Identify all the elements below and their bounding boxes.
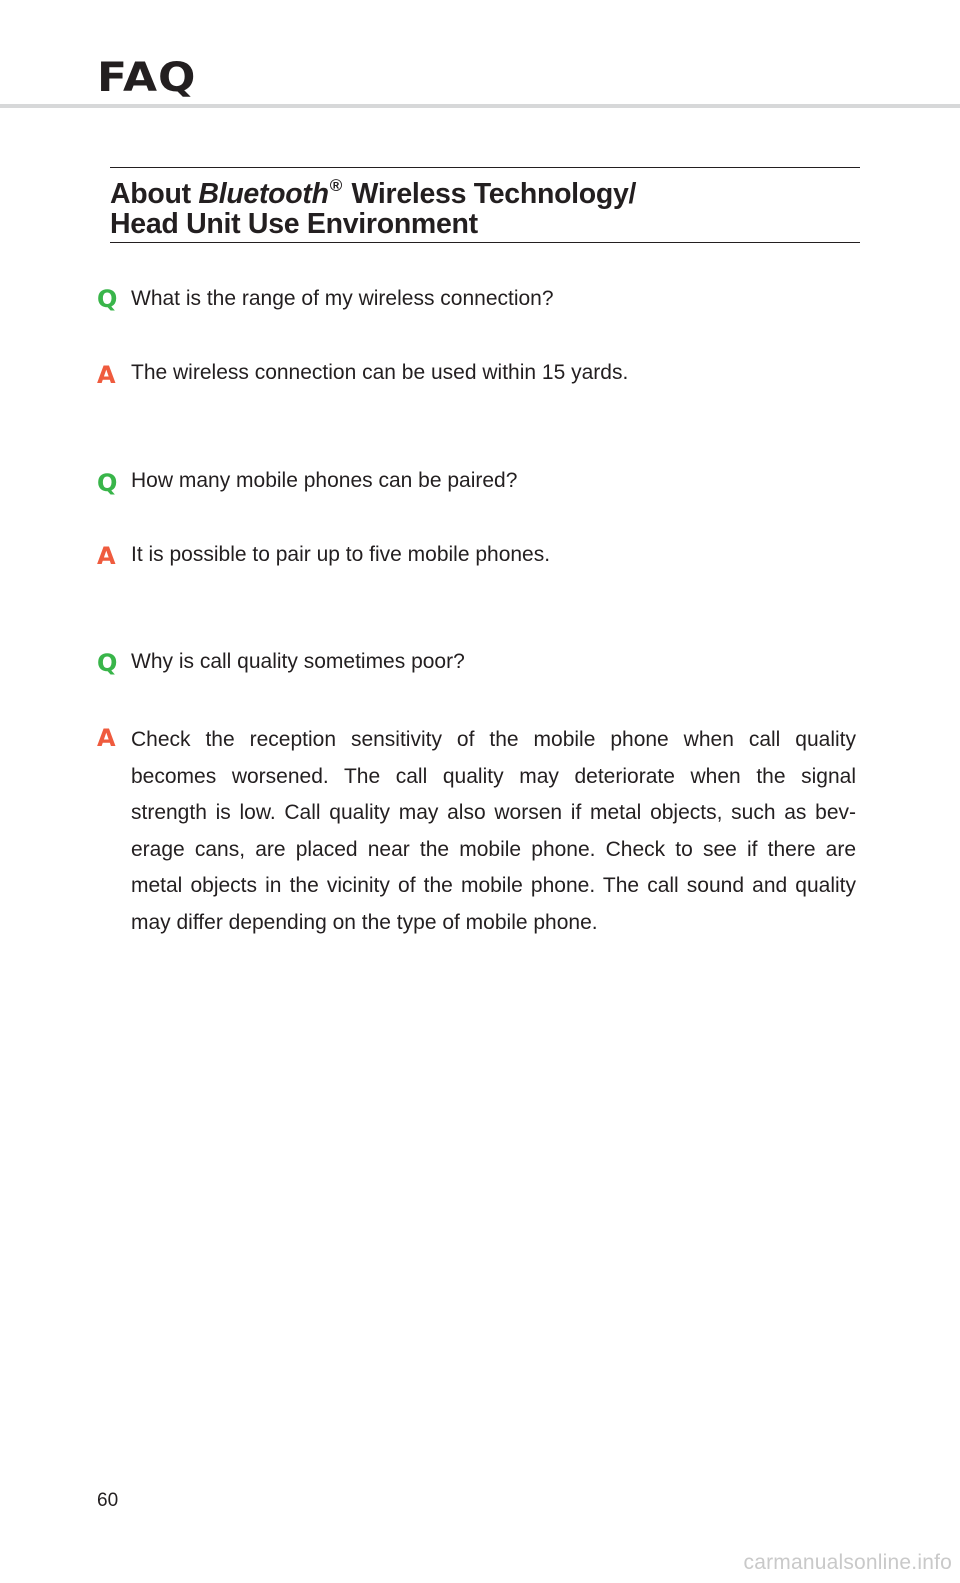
answer-marker: A <box>97 542 116 570</box>
question-marker: Q <box>97 285 118 313</box>
answer-line: becomes worsened. The call quality may deteriorate when the signal <box>131 764 856 788</box>
section-title-brand: Bluetooth <box>198 178 329 210</box>
question-text: How many mobile phones can be paired? <box>131 469 518 492</box>
answer-text: It is possible to pair up to five mobile phones. <box>131 543 551 566</box>
section-title-line-2: Head Unit Use Environment <box>110 208 478 240</box>
section-title-prefix: About <box>110 178 199 210</box>
question-text: What is the range of my wireless connection? <box>131 287 554 310</box>
page-title: FAQ <box>97 54 197 102</box>
answer-line: Check the reception sensitivity of the mobile phone when call quality <box>131 728 856 751</box>
answer-text-block <box>131 722 856 941</box>
question-marker: Q <box>97 649 118 677</box>
question-text: Why is call quality sometimes poor? <box>131 650 465 673</box>
answer-line: erage cans, are placed near the mobile phone. Check to see if there are <box>131 837 856 861</box>
registered-mark: ® <box>329 176 342 195</box>
watermark: carmanualsonline.info <box>743 1551 952 1574</box>
answer-line: may differ depending on the type of mobile phone. <box>131 910 598 934</box>
question-marker: Q <box>97 469 118 497</box>
answer-line: metal objects in the vicinity of the mobile phone. The call sound and quality <box>131 874 856 897</box>
answer-text: The wireless connection can be used within 15 yards. <box>131 361 629 384</box>
section-title-suffix: Wireless Technology/ <box>343 178 637 210</box>
answer-marker: A <box>97 361 116 389</box>
answer-marker: A <box>97 724 116 752</box>
section-title-line-1 <box>110 176 636 211</box>
answer-line: strength is low. Call quality may also worsen if metal objects, such as bev- <box>131 801 856 824</box>
page-number: 60 <box>97 1490 119 1511</box>
header-rule <box>0 104 960 108</box>
section-title <box>110 167 860 243</box>
